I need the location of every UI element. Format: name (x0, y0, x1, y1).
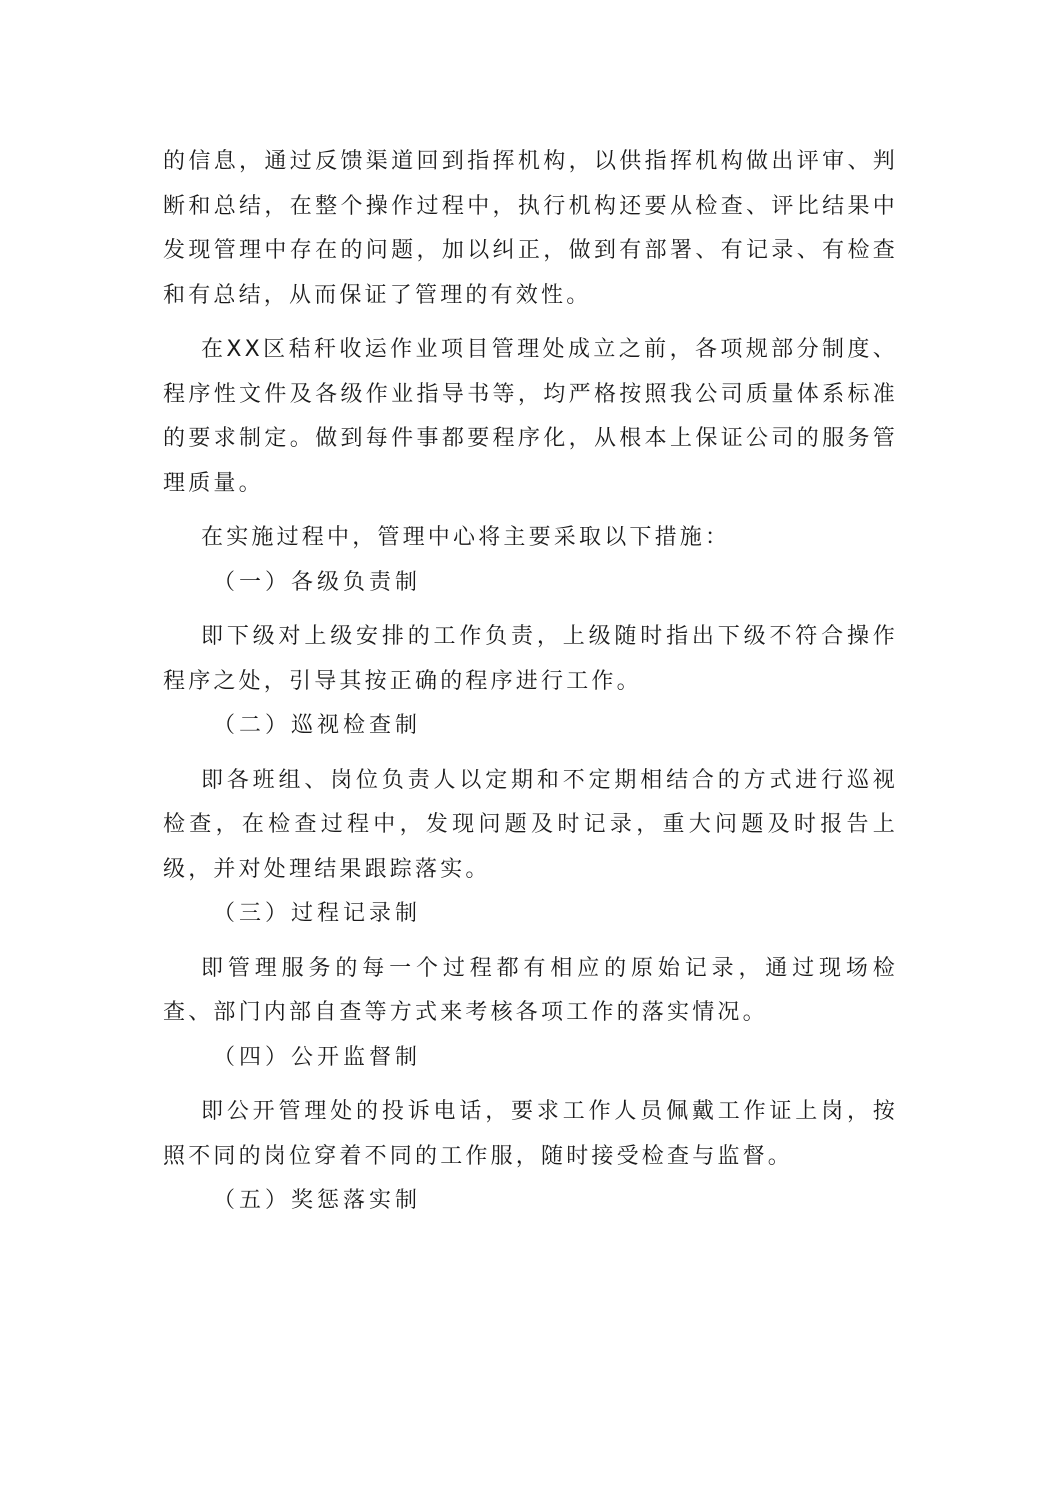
heading-public-supervision-system: （四）公开监督制 (213, 1044, 422, 1070)
paragraph-process-record-system: 即管理服务的每一个过程都有相应的原始记录，通过现场检查、部门内部自查等方式来考核各项工作的落实情况。 (163, 955, 898, 1025)
paragraph-inspection-system: 即各班组、岗位负责人以定期和不定期相结合的方式进行巡视检查，在检查过程中，发现问题及时记录，重大问题及时报告上级，并对处理结果跟踪落实。 (163, 767, 898, 882)
heading-process-record-system: （三）过程记录制 (213, 901, 422, 926)
heading-inspection-system: （二）巡视检查制 (213, 713, 422, 738)
paragraph-public-supervision-system: 即公开管理处的投诉电话，要求工作人员佩戴工作证上岗，按照不同的岗位穿着不同的工作服，随时接受检查与监督。 (163, 1099, 898, 1169)
paragraph-continuation: 的信息，通过反馈渠道回到指挥机构，以供指挥机构做出评审、判断和总结，在整个操作过程中，执行机构还要从检查、评比结果中发现管理中存在的问题，加以纠正，做到有部署、有记录、有检查和有总结，从而保证了管理的有效性。 (163, 149, 898, 308)
paragraph-responsibility-system: 即下级对上级安排的工作负责，上级随时指出下级不符合操作程序之处，引导其按正确的程序进行工作。 (163, 624, 898, 694)
heading-responsibility-system: （一）各级负责制 (213, 569, 422, 595)
heading-reward-punishment-system: （五）奖惩落实制 (213, 1188, 422, 1213)
paragraph-system-establishment: 在XX区秸秆收运作业项目管理处成立之前，各项规部分制度、程序性文件及各级作业指导书等，均严格按照我公司质量体系标准的要求制定。做到每件事都要程序化，从根本上保证公司的服务管理质量。 (163, 337, 898, 496)
paragraph-measures-intro: 在实施过程中，管理中心将主要采取以下措施： (201, 525, 731, 550)
document-body (163, 140, 898, 1224)
